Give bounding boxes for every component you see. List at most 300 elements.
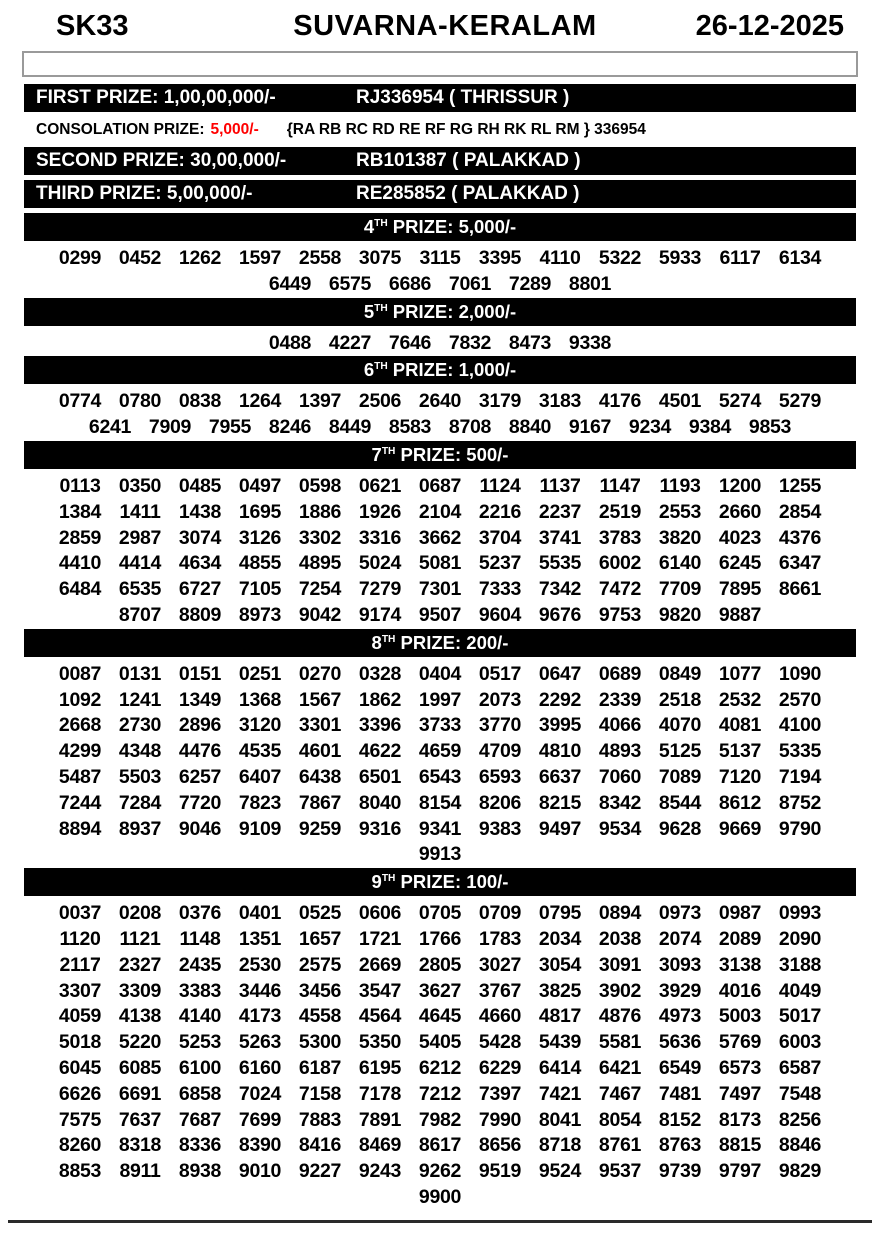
prize-number: 2104: [418, 500, 462, 523]
prize-number: 7194: [778, 765, 822, 788]
prize-number: 7421: [538, 1082, 582, 1105]
prize-number: 9497: [538, 817, 582, 840]
prize-number: 8215: [538, 791, 582, 814]
prize-number: 9604: [478, 603, 522, 626]
prize-number: 1262: [178, 247, 222, 269]
prize-number: 4601: [298, 740, 342, 763]
prize-number: 1766: [418, 927, 462, 950]
prize-number: 7279: [358, 578, 402, 601]
prize-number: 9829: [778, 1160, 822, 1183]
prize-number-row: [0, 979, 880, 1005]
prize-number: 7895: [718, 578, 762, 601]
prize-number: 5769: [718, 1031, 762, 1054]
prize-number: 4817: [538, 1005, 582, 1028]
prize-number: 1349: [178, 688, 222, 711]
prize-number-row: [0, 688, 880, 714]
prize-number: 3179: [478, 390, 522, 413]
prize-number: 8473: [508, 331, 552, 354]
prize-number: 9820: [658, 603, 702, 626]
prize-number: 4414: [118, 552, 162, 575]
prize-number: 9234: [628, 416, 672, 439]
prize-number: 1124: [479, 474, 521, 497]
first-prize-ticket: RJ336954 ( THRISSUR ): [356, 87, 570, 108]
prize-number: 0774: [58, 390, 102, 413]
prize-number: 1264: [238, 390, 282, 413]
prize-number: 3783: [598, 526, 642, 549]
prize-number: 4023: [718, 526, 762, 549]
prize-number: 4895: [298, 552, 342, 575]
prize-number: 8801: [568, 272, 612, 295]
prize-number: 7990: [478, 1108, 522, 1131]
prize-number-row: [0, 1030, 880, 1056]
prize-number: 0838: [178, 390, 222, 413]
prize-number: 6414: [538, 1056, 582, 1079]
prize-number: 6727: [178, 578, 222, 601]
prize-number: 2669: [358, 953, 402, 976]
prize-number: 2530: [238, 953, 282, 976]
prize-number: 4501: [658, 390, 702, 413]
prize-number: 6691: [118, 1082, 162, 1105]
prize-number: 9519: [478, 1160, 522, 1183]
prize-number: 0709: [478, 902, 522, 925]
prize-number: 1200: [718, 474, 762, 497]
prize-number: 9739: [658, 1160, 702, 1183]
prize-number: 9524: [538, 1160, 582, 1183]
prize-number: 2570: [778, 688, 822, 711]
prize-number-row: [0, 765, 880, 791]
prize-sections: [0, 213, 880, 1211]
prize-number-row: [0, 739, 880, 765]
prize-number: 7105: [238, 578, 282, 601]
prize-number: 8617: [418, 1134, 462, 1157]
prize-number: 6245: [718, 552, 762, 575]
prize-number: 3301: [298, 714, 342, 737]
prize-number: 1255: [778, 474, 822, 497]
prize-number: 2859: [58, 526, 102, 549]
prize-number: 7823: [238, 791, 282, 814]
prize-number: 6637: [538, 765, 582, 788]
prize-number: 5322: [598, 247, 642, 269]
prize-number: 4659: [418, 740, 462, 763]
prize-number: 4348: [118, 740, 162, 763]
prize-number: 5933: [658, 247, 702, 269]
prize-number: 4100: [778, 714, 822, 737]
prize-number: 2660: [718, 500, 762, 523]
prize-number: 8336: [178, 1134, 222, 1157]
prize-number: 2805: [418, 953, 462, 976]
prize-number: 9262: [418, 1160, 462, 1183]
prize-number: 7397: [478, 1082, 522, 1105]
ticket-search-input[interactable]: [22, 51, 858, 77]
prize-number: 0452: [118, 247, 162, 269]
prize-number: 0151: [178, 662, 222, 685]
prize-number: 6573: [718, 1056, 762, 1079]
prize-number: 4709: [478, 740, 522, 763]
prize-number: 5335: [778, 740, 822, 763]
prize-number: 6160: [238, 1056, 282, 1079]
prize-number: 2519: [598, 500, 642, 523]
prize-number: 8840: [508, 416, 552, 439]
prize-number: 6187: [298, 1056, 342, 1079]
prize-number: 5081: [418, 552, 462, 575]
prize-number: 7548: [778, 1082, 822, 1105]
prize-number: 3309: [118, 979, 162, 1002]
prize-number: 3902: [598, 979, 642, 1002]
prize-number: 3115: [419, 247, 461, 269]
prize-number: 0795: [538, 902, 582, 925]
prize-number: 9243: [358, 1160, 402, 1183]
prize-number: 7284: [118, 791, 162, 814]
prize-number: 7699: [238, 1108, 282, 1131]
prize-number: 0251: [238, 662, 282, 685]
prize-number: 1120: [59, 927, 101, 950]
prize-number: 1721: [358, 927, 402, 950]
prize-number: 4299: [58, 740, 102, 763]
prize-number: 9676: [538, 603, 582, 626]
prize-number: 4634: [178, 552, 222, 575]
prize-number-row: [0, 1159, 880, 1185]
prize-number: 5279: [778, 390, 822, 413]
prize-number: 2987: [118, 526, 162, 549]
prize-number: 6134: [778, 247, 822, 269]
prize-number: 3027: [478, 953, 522, 976]
prize-number: 1368: [238, 688, 282, 711]
prize-number: 3662: [418, 526, 462, 549]
prize-number: 3383: [178, 979, 222, 1002]
prize-number: 3183: [538, 390, 582, 413]
prize-number: 7254: [298, 578, 342, 601]
consolation-label: CONSOLATION PRIZE:: [36, 121, 205, 138]
prize-number: 1384: [58, 500, 102, 523]
prize-number: 5018: [58, 1031, 102, 1054]
prize-number: 8206: [478, 791, 522, 814]
prize-number: 6229: [478, 1056, 522, 1079]
prize-number: 9167: [568, 416, 612, 439]
prize-number: 1147: [599, 474, 641, 497]
prize-number: 8763: [658, 1134, 702, 1157]
prize-number: 8761: [598, 1134, 642, 1157]
prize-number: 8846: [778, 1134, 822, 1157]
prize-number: 7909: [148, 416, 192, 439]
prize-number-row: [0, 1185, 880, 1211]
prize-number: 8342: [598, 791, 642, 814]
prize-number: 8853: [58, 1160, 102, 1183]
prize-number: 9042: [298, 603, 342, 626]
prize-number: 7212: [418, 1082, 462, 1105]
prize-number: 8256: [778, 1108, 822, 1131]
prize-number: 5237: [478, 552, 522, 575]
prize-number: 6575: [328, 272, 372, 295]
prize-number: 0488: [268, 331, 312, 354]
prize-number: 2668: [58, 714, 102, 737]
prize-number: 3627: [418, 979, 462, 1002]
prize-number: 9109: [238, 817, 282, 840]
prize-number: 7720: [178, 791, 222, 814]
prize-number: 7024: [238, 1082, 282, 1105]
prize-number: 6535: [118, 578, 162, 601]
prize-number: 0687: [418, 474, 462, 497]
prize-number: 7481: [658, 1082, 702, 1105]
prize-number: 5581: [598, 1031, 642, 1054]
prize-number: 6587: [778, 1056, 822, 1079]
prize-number: 6140: [658, 552, 702, 575]
prize-number: 1351: [238, 927, 282, 950]
prize-number: 2896: [178, 714, 222, 737]
prize-number-row: [0, 713, 880, 739]
prize-number: 0299: [58, 247, 102, 269]
prize-number: 9853: [748, 416, 792, 439]
prize-number: 3091: [598, 953, 642, 976]
prize-number: 8661: [778, 578, 822, 601]
prize-number: 5137: [718, 740, 762, 763]
prize-number: 3396: [358, 714, 402, 737]
prize-number: 1241: [118, 688, 162, 711]
prize-number: 0401: [238, 902, 282, 925]
prize-number: 6407: [238, 765, 282, 788]
prize-number: 0113: [59, 474, 101, 497]
prize-number: 4049: [778, 979, 822, 1002]
prize-number-row: [0, 1133, 880, 1159]
prize-number: 2640: [418, 390, 462, 413]
prize-number: 4173: [238, 1005, 282, 1028]
prize-number: 6543: [418, 765, 462, 788]
prize-number: 0849: [658, 662, 702, 685]
prize-number: 1862: [358, 688, 402, 711]
prize-number: 2506: [358, 390, 402, 413]
prize-number: 3120: [238, 714, 282, 737]
prize-number: 7867: [298, 791, 342, 814]
prize-number: 8260: [58, 1134, 102, 1157]
prize-number: 7891: [358, 1108, 402, 1131]
first-prize-label: FIRST PRIZE: 1,00,00,000/-: [36, 87, 276, 108]
prize-number: 0606: [358, 902, 402, 925]
prize-number: 3820: [658, 526, 702, 549]
prize-number: 4876: [598, 1005, 642, 1028]
prize-number: 3093: [658, 953, 702, 976]
prize-number-row: [0, 415, 880, 441]
prize-number: 2073: [478, 688, 522, 711]
prize-number: 2532: [718, 688, 762, 711]
prize-number: 7333: [478, 578, 522, 601]
prize-number: 5253: [178, 1031, 222, 1054]
prize-number: 7497: [718, 1082, 762, 1105]
prize-number: 8815: [718, 1134, 762, 1157]
prize-number: 1926: [358, 500, 402, 523]
prize-number: 6593: [478, 765, 522, 788]
prize-number: 6686: [388, 272, 432, 295]
prize-number: 5263: [238, 1031, 282, 1054]
prize-number: 5220: [118, 1031, 162, 1054]
prize-number: 2034: [538, 927, 582, 950]
prize-number: 2074: [658, 927, 702, 950]
prize-number: 0689: [598, 662, 642, 685]
prize-number: 8707: [118, 603, 162, 626]
prize-number: 0087: [58, 662, 102, 685]
prize-number: 0525: [298, 902, 342, 925]
prize-number: 6100: [178, 1056, 222, 1079]
prize-number: 7982: [418, 1108, 462, 1131]
third-prize-label: THIRD PRIZE: 5,00,000/-: [36, 183, 253, 204]
draw-date: 26-12-2025: [695, 10, 844, 42]
prize-number: 7575: [58, 1108, 102, 1131]
prize-number-row: [0, 817, 880, 843]
prize-number: 2854: [778, 500, 822, 523]
prize-number: 7883: [298, 1108, 342, 1131]
prize-number: 5300: [298, 1031, 342, 1054]
prize-number: 3075: [358, 247, 402, 269]
prize-number: 4855: [238, 552, 282, 575]
prize-number: 7120: [718, 765, 762, 788]
prize-number: 9534: [598, 817, 642, 840]
prize-number: 4110: [539, 247, 581, 269]
prize-number: 7472: [598, 578, 642, 601]
prize-number-row: [0, 927, 880, 953]
third-prize-ticket: RE285852 ( PALAKKAD ): [356, 183, 580, 204]
prize-number-row: [0, 577, 880, 603]
prize-number: 3307: [58, 979, 102, 1002]
prize-number: 4622: [358, 740, 402, 763]
prize-number: 8894: [58, 817, 102, 840]
prize-number: 3126: [238, 526, 282, 549]
prize-number-row: [0, 1004, 880, 1030]
prize-number: 7289: [508, 272, 552, 295]
prize-number: 3704: [478, 526, 522, 549]
prize-number: 3547: [358, 979, 402, 1002]
prize-number: 8544: [658, 791, 702, 814]
prize-number: 4227: [328, 331, 372, 354]
prize-number: 4070: [658, 714, 702, 737]
consolation-series: {RA RB RC RD RE RF RG RH RK RL RM } 336954: [286, 121, 646, 138]
prize-number: 6347: [778, 552, 822, 575]
prize-number-row: [0, 791, 880, 817]
page-title: SUVARNA-KERALAM: [293, 10, 597, 42]
prize-number: 3456: [298, 979, 342, 1002]
prize-number: 9900: [418, 1185, 462, 1208]
prize-number: 9341: [418, 817, 462, 840]
prize-number: 2237: [538, 500, 582, 523]
prize-number: 6549: [658, 1056, 702, 1079]
third-prize-bar: [24, 180, 856, 208]
prize-number: 1695: [238, 500, 282, 523]
prize-number: 8152: [658, 1108, 702, 1131]
prize-number: 7687: [178, 1108, 222, 1131]
prize-number: 8708: [448, 416, 492, 439]
prize-number: 4376: [778, 526, 822, 549]
prize-number: 4645: [418, 1005, 462, 1028]
prize-number: 0780: [118, 390, 162, 413]
prize-number-row: [0, 500, 880, 526]
prize-number: 6045: [58, 1056, 102, 1079]
prize-number: 0376: [178, 902, 222, 925]
prize-number: 9046: [178, 817, 222, 840]
prize-number: 8911: [119, 1160, 161, 1183]
prize-number-row: [0, 474, 880, 500]
prize-number: 6002: [598, 552, 642, 575]
prize-number: 6484: [58, 578, 102, 601]
prize-number: 5350: [358, 1031, 402, 1054]
prize-number: 5405: [418, 1031, 462, 1054]
prize-number: 7301: [418, 578, 462, 601]
prize-number: 2575: [298, 953, 342, 976]
prize-number: 7832: [448, 331, 492, 354]
prize-number: 9797: [718, 1160, 762, 1183]
prize-number-row: [0, 389, 880, 415]
prize-number: 1438: [178, 500, 222, 523]
prize-number-row: [0, 662, 880, 688]
prize-number: 2518: [658, 688, 702, 711]
prize-number: 6117: [719, 247, 761, 269]
prize-number: 0993: [778, 902, 822, 925]
prize-number: 6003: [778, 1031, 822, 1054]
prize-section-header: 7TH PRIZE: 500/-: [24, 441, 856, 469]
prize-number: 8173: [718, 1108, 762, 1131]
prize-number: 4564: [358, 1005, 402, 1028]
prize-number: 1657: [298, 927, 342, 950]
prize-number: 5024: [358, 552, 402, 575]
prize-number: 1411: [119, 500, 161, 523]
prize-number: 1193: [659, 474, 701, 497]
prize-number: 0497: [238, 474, 282, 497]
prize-number: 6241: [88, 416, 132, 439]
prize-number-row: [0, 331, 880, 357]
prize-number: 2117: [59, 953, 101, 976]
consolation-prize-row: [24, 117, 856, 142]
prize-section-header: 5TH PRIZE: 2,000/-: [24, 298, 856, 326]
prize-number: 9669: [718, 817, 762, 840]
first-prize-bar: [24, 84, 856, 112]
prize-number: 3995: [538, 714, 582, 737]
prize-number: 3054: [538, 953, 582, 976]
prize-number: 4016: [718, 979, 762, 1002]
prize-number: 3395: [478, 247, 522, 269]
prize-number: 9384: [688, 416, 732, 439]
prize-number: 5535: [538, 552, 582, 575]
prize-number: 0350: [118, 474, 162, 497]
prize-number: 0131: [118, 662, 162, 685]
prize-number: 1121: [119, 927, 161, 950]
prize-number: 8390: [238, 1134, 282, 1157]
prize-number: 8973: [238, 603, 282, 626]
prize-number: 9507: [418, 603, 462, 626]
prize-number: 8937: [118, 817, 162, 840]
prize-number: 1886: [298, 500, 342, 523]
prize-number: 1148: [179, 927, 221, 950]
prize-number-row: [0, 551, 880, 577]
prize-number: 8583: [388, 416, 432, 439]
prize-number-row: [0, 1082, 880, 1108]
prize-number: 3446: [238, 979, 282, 1002]
prize-number: 8041: [538, 1108, 582, 1131]
prize-number: 7178: [358, 1082, 402, 1105]
prize-number: 6626: [58, 1082, 102, 1105]
prize-number: 2327: [118, 953, 162, 976]
prize-number: 0598: [298, 474, 342, 497]
prize-number: 7955: [208, 416, 252, 439]
prize-number: 4660: [478, 1005, 522, 1028]
prize-number: 0485: [178, 474, 222, 497]
prize-number: 1137: [539, 474, 581, 497]
prize-number-row: [0, 953, 880, 979]
prize-number: 7089: [658, 765, 702, 788]
prize-number: 6195: [358, 1056, 402, 1079]
prize-number-row: [0, 603, 880, 629]
prize-number: 7158: [298, 1082, 342, 1105]
prize-number: 8656: [478, 1134, 522, 1157]
prize-number: 0705: [418, 902, 462, 925]
prize-number: 8718: [538, 1134, 582, 1157]
prize-number: 4893: [598, 740, 642, 763]
prize-number: 8040: [358, 791, 402, 814]
